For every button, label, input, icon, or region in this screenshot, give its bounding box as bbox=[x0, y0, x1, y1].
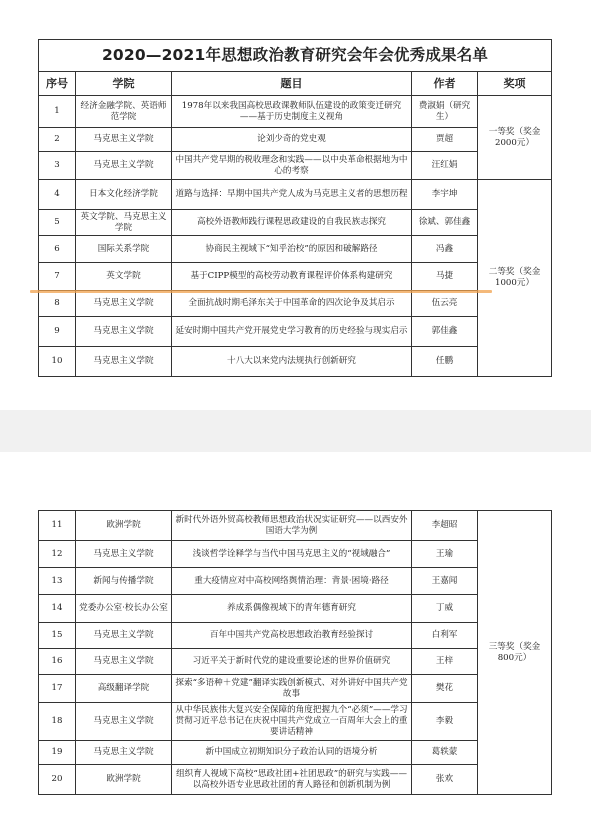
table-row bbox=[39, 96, 552, 128]
row-college: 马克思主义学院 bbox=[76, 541, 172, 568]
row-topic: 全面抗战时期毛泽东关于中国革命的四次论争及其启示 bbox=[172, 291, 412, 317]
row-topic: 基于CIPP模型的高校劳动教育课程评价体系构建研究 bbox=[172, 263, 412, 291]
row-author: 郭佳鑫 bbox=[412, 317, 478, 347]
award-first: 一等奖（奖金2000元） bbox=[478, 96, 552, 180]
row-topic: 高校外语教师践行课程思政建设的自我民族志探究 bbox=[172, 210, 412, 236]
award-table-part-1 bbox=[38, 39, 552, 377]
row-topic: 十八大以来党内法规执行创新研究 bbox=[172, 347, 412, 377]
table-row bbox=[39, 152, 552, 180]
header-college: 学院 bbox=[76, 72, 172, 96]
row-no: 7 bbox=[39, 263, 76, 291]
row-college: 国际关系学院 bbox=[76, 236, 172, 263]
table-row bbox=[39, 675, 552, 703]
row-topic: 道路与选择：早期中国共产党人成为马克思主义者的思想历程 bbox=[172, 180, 412, 210]
row-author: 王梓 bbox=[412, 649, 478, 675]
table-row bbox=[39, 128, 552, 152]
row-topic: 百年中国共产党高校思想政治教育经验探讨 bbox=[172, 623, 412, 649]
table-row bbox=[39, 649, 552, 675]
document-page-1 bbox=[0, 0, 591, 410]
row-author: 任鹏 bbox=[412, 347, 478, 377]
row-author: 丁威 bbox=[412, 595, 478, 623]
row-no: 14 bbox=[39, 595, 76, 623]
row-author: 徐斌、郭佳鑫 bbox=[412, 210, 478, 236]
row-author: 李宇坤 bbox=[412, 180, 478, 210]
row-topic: 论刘少奇的党史观 bbox=[172, 128, 412, 152]
table-row bbox=[39, 741, 552, 765]
row-author: 李超昭 bbox=[412, 511, 478, 541]
header-author: 作者 bbox=[412, 72, 478, 96]
row-no: 2 bbox=[39, 128, 76, 152]
row-topic: 新中国成立初期知识分子政治认同的语境分析 bbox=[172, 741, 412, 765]
row-author: 汪红娟 bbox=[412, 152, 478, 180]
row-college: 日本文化经济学院 bbox=[76, 180, 172, 210]
row-topic: 1978年以来我国高校思政课教师队伍建设的政策变迁研究——基于历史制度主义视角 bbox=[172, 96, 412, 128]
row-college: 马克思主义学院 bbox=[76, 152, 172, 180]
row-college: 马克思主义学院 bbox=[76, 703, 172, 741]
row-no: 9 bbox=[39, 317, 76, 347]
header-award: 奖项 bbox=[478, 72, 552, 96]
row-no: 8 bbox=[39, 291, 76, 317]
highlight-mark bbox=[30, 290, 492, 293]
row-topic: 习近平关于新时代党的建设重要论述的世界价值研究 bbox=[172, 649, 412, 675]
row-author: 费淑娟（研究生） bbox=[412, 96, 478, 128]
row-no: 11 bbox=[39, 511, 76, 541]
row-college: 马克思主义学院 bbox=[76, 741, 172, 765]
row-college: 马克思主义学院 bbox=[76, 291, 172, 317]
row-college: 马克思主义学院 bbox=[76, 317, 172, 347]
table-row bbox=[39, 263, 552, 291]
row-no: 4 bbox=[39, 180, 76, 210]
row-college: 马克思主义学院 bbox=[76, 347, 172, 377]
row-topic: 延安时期中国共产党开展党史学习教育的历史经验与现实启示 bbox=[172, 317, 412, 347]
row-topic: 浅谈哲学诠释学与当代中国马克思主义的“视域融合” bbox=[172, 541, 412, 568]
row-author: 张欢 bbox=[412, 765, 478, 795]
row-no: 5 bbox=[39, 210, 76, 236]
award-table-part-2 bbox=[38, 510, 552, 795]
row-college: 党委办公室·校长办公室 bbox=[76, 595, 172, 623]
row-college: 英文学院 bbox=[76, 263, 172, 291]
row-topic: 重大疫情应对中高校网络舆情治理：背景·困境·路径 bbox=[172, 568, 412, 595]
table-row bbox=[39, 568, 552, 595]
row-author: 冯鑫 bbox=[412, 236, 478, 263]
row-author: 贾超 bbox=[412, 128, 478, 152]
row-no: 18 bbox=[39, 703, 76, 741]
row-author: 葛轶蒙 bbox=[412, 741, 478, 765]
row-college: 经济金融学院、英语师范学院 bbox=[76, 96, 172, 128]
row-no: 10 bbox=[39, 347, 76, 377]
row-no: 20 bbox=[39, 765, 76, 795]
table-row bbox=[39, 291, 552, 317]
table-row bbox=[39, 317, 552, 347]
row-author: 樊花 bbox=[412, 675, 478, 703]
row-college: 马克思主义学院 bbox=[76, 649, 172, 675]
row-author: 伍云亮 bbox=[412, 291, 478, 317]
table-row bbox=[39, 765, 552, 795]
table-row bbox=[39, 541, 552, 568]
row-college: 新闻与传播学院 bbox=[76, 568, 172, 595]
row-topic: 从中华民族伟大复兴安全保障的角度把握九个“必须”——学习贯彻习近平总书记在庆祝中国共产党成立一百周年大会上的重要讲话精神 bbox=[172, 703, 412, 741]
table-row bbox=[39, 180, 552, 210]
row-no: 3 bbox=[39, 152, 76, 180]
row-author: 王瑜 bbox=[412, 541, 478, 568]
row-no: 17 bbox=[39, 675, 76, 703]
row-no: 6 bbox=[39, 236, 76, 263]
row-no: 16 bbox=[39, 649, 76, 675]
document-page-2 bbox=[0, 452, 591, 840]
row-author: 马捷 bbox=[412, 263, 478, 291]
table-row bbox=[39, 210, 552, 236]
row-no: 12 bbox=[39, 541, 76, 568]
row-no: 19 bbox=[39, 741, 76, 765]
row-no: 15 bbox=[39, 623, 76, 649]
row-author: 李毅 bbox=[412, 703, 478, 741]
row-author: 王嘉闻 bbox=[412, 568, 478, 595]
table-row bbox=[39, 511, 552, 541]
row-topic: 中国共产党早期的税收理念和实践——以中央革命根据地为中心的考察 bbox=[172, 152, 412, 180]
row-no: 13 bbox=[39, 568, 76, 595]
table-row bbox=[39, 595, 552, 623]
row-no: 1 bbox=[39, 96, 76, 128]
row-college: 马克思主义学院 bbox=[76, 623, 172, 649]
row-topic: 新时代外语外贸高校教师思想政治状况实证研究——以西安外国语大学为例 bbox=[172, 511, 412, 541]
header-no: 序号 bbox=[39, 72, 76, 96]
award-third: 三等奖（奖金800元） bbox=[478, 511, 552, 795]
award-second: 二等奖（奖金1000元） bbox=[478, 180, 552, 377]
row-topic: 养成系偶像视域下的青年德育研究 bbox=[172, 595, 412, 623]
table-row bbox=[39, 623, 552, 649]
row-topic: 协商民主视域下“知乎治校”的原因和破解路径 bbox=[172, 236, 412, 263]
row-college: 欧洲学院 bbox=[76, 765, 172, 795]
row-topic: 组织育人视域下高校“思政社团+社团思政”的研究与实践——以高校外语专业思政社团的育人路径和创新机制为例 bbox=[172, 765, 412, 795]
row-author: 白利军 bbox=[412, 623, 478, 649]
row-college: 英文学院、马克思主义学院 bbox=[76, 210, 172, 236]
table-row bbox=[39, 347, 552, 377]
table-row bbox=[39, 236, 552, 263]
row-college: 高级翻译学院 bbox=[76, 675, 172, 703]
table-row bbox=[39, 703, 552, 741]
row-college: 马克思主义学院 bbox=[76, 128, 172, 152]
row-college: 欧洲学院 bbox=[76, 511, 172, 541]
row-topic: 探索“多语种＋党建”翻译实践创新模式、对外讲好中国共产党故事 bbox=[172, 675, 412, 703]
header-topic: 题目 bbox=[172, 72, 412, 96]
document-title: 2020—2021年思想政治教育研究会年会优秀成果名单 bbox=[39, 40, 552, 72]
